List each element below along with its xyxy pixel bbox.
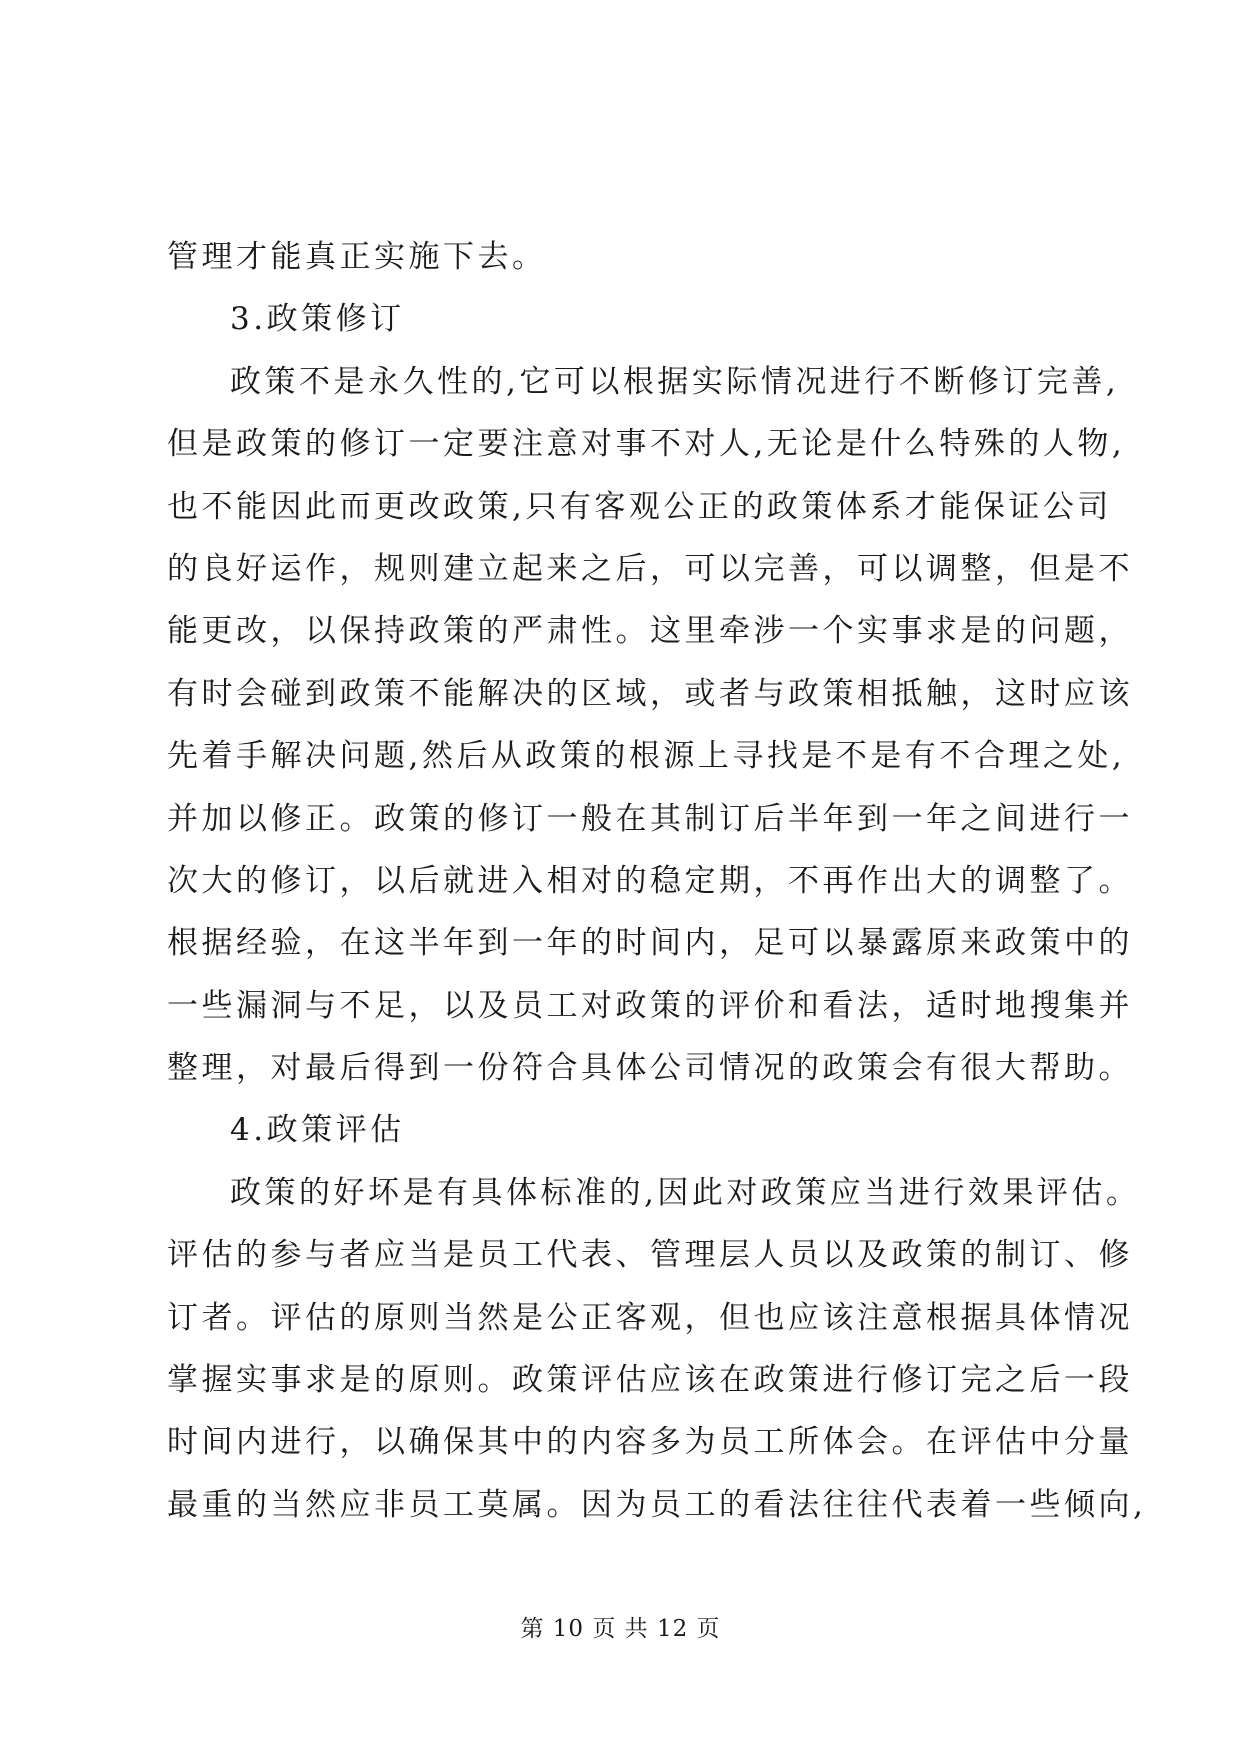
text-line: 最重的当然应非员工莫属。因为员工的看法往往代表着一些倾向,	[167, 1486, 1147, 1523]
text-line: 掌握实事求是的原则。政策评估应该在政策进行修订完之后一段	[167, 1362, 1133, 1399]
text-line: 并加以修正。政策的修订一般在其制订后半年到一年之间进行一	[167, 800, 1133, 837]
text-line: 评估的参与者应当是员工代表、管理层人员以及政策的制订、修	[167, 1237, 1133, 1274]
text-line: 能更改，以保持政策的严肃性。这里牵涉一个实事求是的问题，	[167, 613, 1133, 650]
text-line: 也不能因此而更改政策,只有客观公正的政策体系才能保证公司	[167, 488, 1112, 525]
text-line: 4.政策评估	[230, 1112, 405, 1149]
text-line: 政策的好坏是有具体标准的,因此对政策应当进行效果评估。	[230, 1174, 1141, 1211]
text-line: 订者。评估的原则当然是公正客观，但也应该注意根据具体情况	[167, 1299, 1133, 1336]
text-line: 政策不是永久性的,它可以根据实际情况进行不断修订完善,	[230, 363, 1120, 400]
text-line: 时间内进行，以确保其中的内容多为员工所体会。在评估中分量	[167, 1424, 1133, 1461]
body-text	[167, 226, 1147, 1536]
page-footer: 第 10 页 共 12 页	[520, 1616, 721, 1642]
text-line: 有时会碰到政策不能解决的区域，或者与政策相抵触，这时应该	[167, 675, 1133, 712]
text-line: 3.政策修订	[230, 301, 405, 338]
text-line: 但是政策的修订一定要注意对事不对人,无论是什么特殊的人物,	[167, 426, 1126, 463]
text-line: 根据经验，在这半年到一年的时间内，足可以暴露原来政策中的	[167, 925, 1133, 962]
text-line: 整理，对最后得到一份符合具体公司情况的政策会有很大帮助。	[167, 1050, 1133, 1087]
text-line: 先着手解决问题,然后从政策的根源上寻找是不是有不合理之处,	[167, 738, 1126, 775]
text-line: 管理才能真正实施下去。	[167, 239, 547, 275]
text-line: 一些漏洞与不足，以及员工对政策的评价和看法，适时地搜集并	[167, 987, 1133, 1024]
text-line: 次大的修订，以后就进入相对的稳定期，不再作出大的调整了。	[167, 862, 1133, 899]
text-line: 的良好运作，规则建立起来之后，可以完善，可以调整，但是不	[167, 550, 1133, 587]
